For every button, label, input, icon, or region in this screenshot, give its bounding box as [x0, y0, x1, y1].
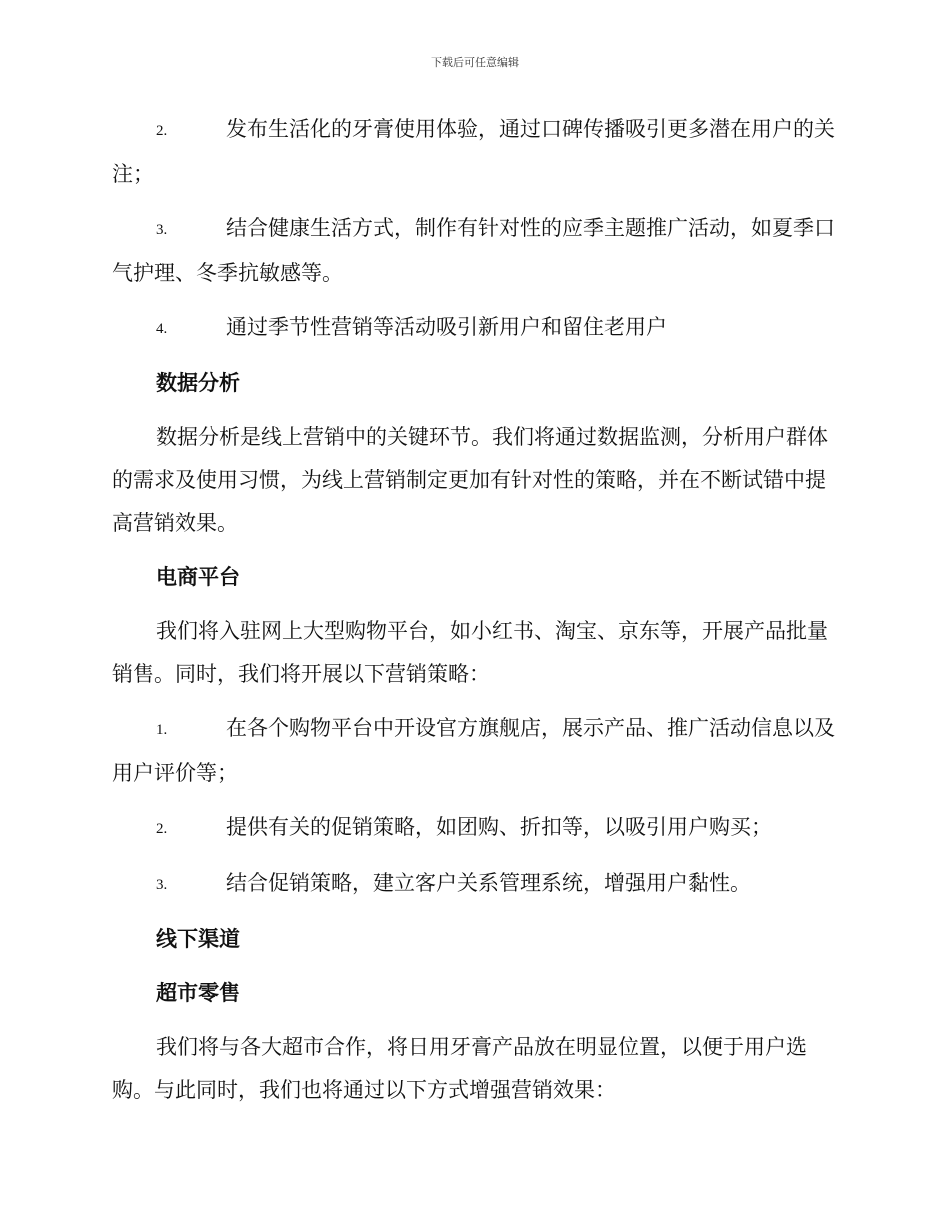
section-heading-offline: 线下渠道 [156, 927, 240, 951]
list-item-text: 在各个购物平台中开设官方旗舰店，展示产品、推广活动信息以及用户评价等； [112, 716, 835, 785]
list-item [112, 306, 838, 351]
paragraph-data-analysis: 数据分析是线上营销中的关键环节。我们将通过数据监测，分析用户群体的需求及使用习惯，为线上营销制定更加有针对性的策略，并在不断试错中提高营销效果。 [112, 425, 828, 535]
list-item-text: 提供有关的促销策略，如团购、折扣等，以吸引用户购买； [226, 815, 772, 839]
list-item [112, 108, 838, 196]
list-item [112, 862, 838, 907]
list-item-number: 3. [156, 222, 168, 238]
list-item-number: 3. [156, 877, 168, 893]
list-item-number: 2. [156, 821, 168, 837]
list-item-number: 1. [156, 722, 168, 738]
header-note: 下载后可任意编辑 [431, 56, 519, 69]
list-item-text: 通过季节性营销等活动吸引新用户和留住老用户 [226, 315, 667, 339]
section-heading-supermarket: 超市零售 [156, 981, 240, 1005]
list-item-number: 4. [156, 321, 168, 337]
paragraph-supermarket: 我们将与各大超市合作，将日用牙膏产品放在明显位置，以便于用户选购。与此同时，我们也将通过以下方式增强营销效果： [112, 1035, 807, 1102]
section-heading-ecommerce: 电商平台 [156, 565, 240, 589]
section-heading-data-analysis: 数据分析 [156, 371, 240, 395]
list-item [112, 207, 838, 295]
list-item-number: 2. [156, 123, 168, 139]
paragraph-ecommerce: 我们将入驻网上大型购物平台，如小红书、淘宝、京东等，开展产品批量销售。同时，我们将开展以下营销策略： [112, 619, 828, 686]
list-item-text: 结合健康生活方式，制作有针对性的应季主题推广活动，如夏季口气护理、冬季抗敏感等。 [112, 216, 835, 285]
list-item-text: 结合促销策略，建立客户关系管理系统，增强用户黏性。 [226, 871, 751, 895]
document-content [112, 108, 838, 1123]
list-item-text: 发布生活化的牙膏使用体验，通过口碑传播吸引更多潜在用户的关注； [112, 117, 835, 186]
list-item [112, 707, 838, 795]
list-item [112, 806, 838, 851]
